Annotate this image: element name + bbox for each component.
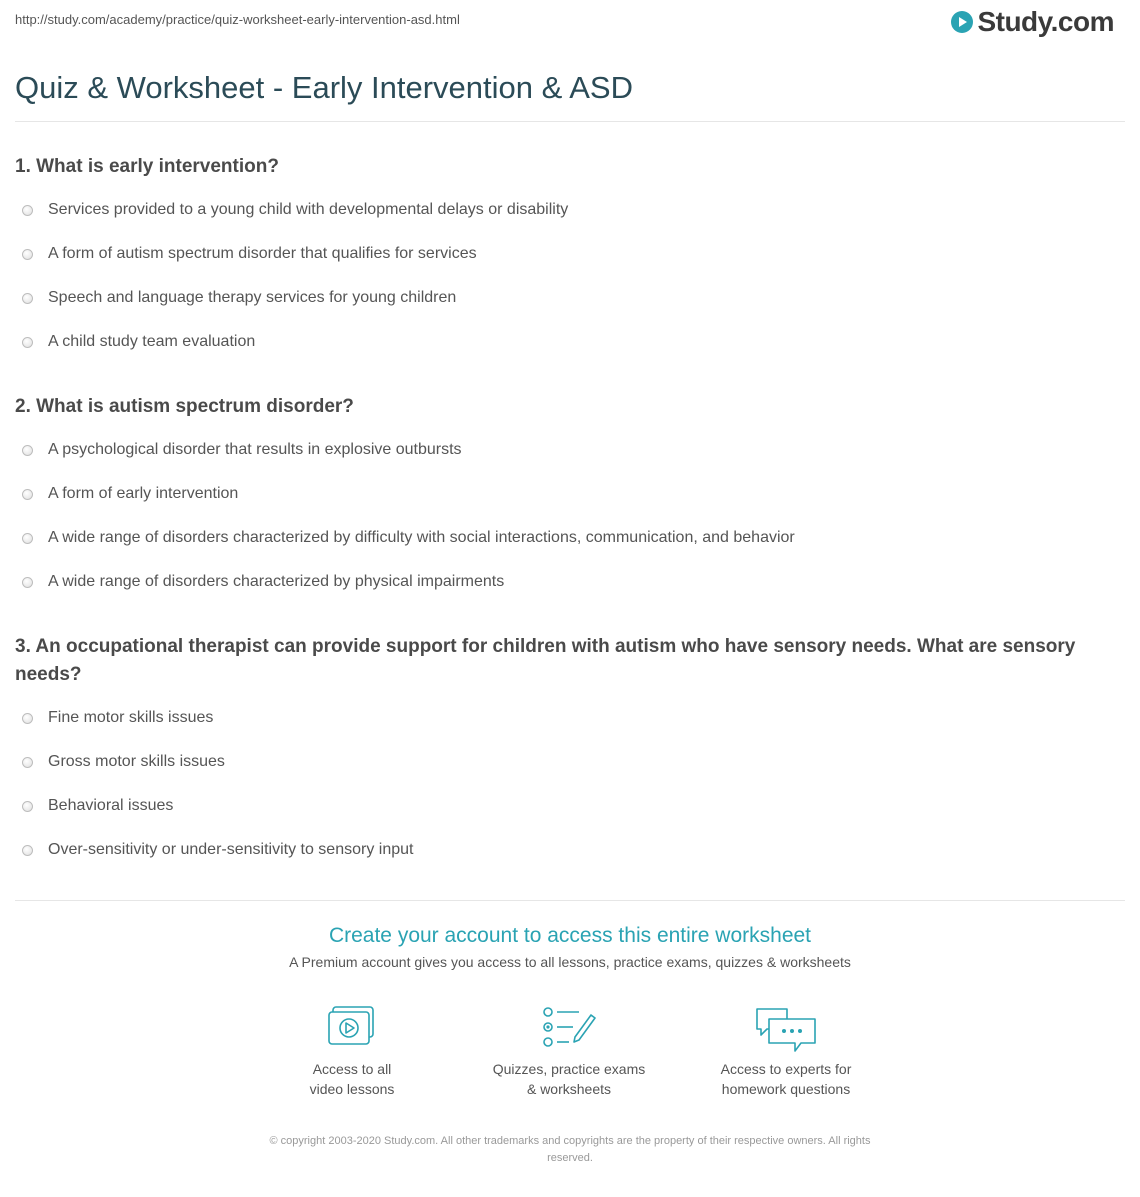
- answer-option[interactable]: [22, 244, 477, 264]
- radio-icon[interactable]: [22, 801, 33, 812]
- quiz-checklist-icon: [541, 1005, 597, 1049]
- answer-label: Speech and language therapy services for young children: [48, 289, 457, 306]
- cta-subtitle: A Premium account gives you access to all lessons, practice exams, quizzes & worksheets: [289, 954, 851, 970]
- feature-experts: [691, 1005, 881, 1099]
- answer-label: Gross motor skills issues: [48, 753, 225, 770]
- answer-label: A wide range of disorders characterized by physical impairments: [48, 573, 505, 590]
- answer-option[interactable]: [22, 752, 225, 772]
- feature-video-lessons: [257, 1005, 447, 1099]
- cta-divider: [15, 900, 1125, 901]
- radio-icon[interactable]: [22, 845, 33, 856]
- answer-label: A wide range of disorders characterized by difficulty with social interactions, communication, and behavior: [48, 529, 795, 546]
- radio-icon[interactable]: [22, 249, 33, 260]
- radio-icon[interactable]: [22, 713, 33, 724]
- radio-icon[interactable]: [22, 205, 33, 216]
- answer-option[interactable]: [22, 440, 462, 460]
- question-1: 1. What is early intervention?: [15, 156, 279, 177]
- question-2: 2. What is autism spectrum disorder?: [15, 396, 354, 417]
- question-3: 3. An occupational therapist can provide support for children with autism who have sensory needs. What are sensory needs?: [15, 636, 1076, 685]
- answer-label: Services provided to a young child with developmental delays or disability: [48, 201, 569, 218]
- video-lessons-icon: [325, 1005, 379, 1049]
- answer-label: A child study team evaluation: [48, 333, 256, 350]
- feature-quizzes: [474, 1005, 664, 1099]
- cta-title[interactable]: Create your account to access this entire worksheet: [328, 924, 812, 947]
- radio-icon[interactable]: [22, 577, 33, 588]
- radio-icon[interactable]: [22, 533, 33, 544]
- answer-label: A psychological disorder that results in explosive outbursts: [48, 441, 462, 458]
- answer-label: Behavioral issues: [48, 797, 174, 814]
- answer-label: A form of autism spectrum disorder that qualifies for services: [48, 245, 477, 262]
- play-circle-icon: [951, 11, 973, 33]
- answer-option[interactable]: [22, 200, 568, 220]
- feature-label: Access to experts for homework questions: [720, 1061, 852, 1097]
- chat-bubbles-icon: [753, 1005, 819, 1055]
- copyright-notice: © copyright 2003-2020 Study.com. All other trademarks and copyrights are the property of their respective owners. All rights reserved.: [269, 1135, 871, 1164]
- answer-option[interactable]: [22, 288, 456, 308]
- radio-icon[interactable]: [22, 337, 33, 348]
- feature-label: Access to all video lessons: [309, 1061, 395, 1097]
- answer-option[interactable]: [22, 484, 238, 504]
- answer-option[interactable]: [22, 572, 504, 592]
- radio-icon[interactable]: [22, 293, 33, 304]
- radio-icon[interactable]: [22, 757, 33, 768]
- title-divider: [15, 121, 1125, 122]
- answer-option[interactable]: [22, 796, 173, 816]
- page-title: Quiz & Worksheet - Early Intervention & ASD: [15, 70, 633, 105]
- answer-label: A form of early intervention: [48, 485, 239, 502]
- radio-icon[interactable]: [22, 489, 33, 500]
- logo-text: Study.com: [977, 6, 1114, 37]
- radio-icon[interactable]: [22, 445, 33, 456]
- answer-option[interactable]: [22, 840, 413, 860]
- answer-option[interactable]: [22, 332, 255, 352]
- answer-option[interactable]: [22, 528, 795, 548]
- answer-option[interactable]: [22, 708, 213, 728]
- feature-label: Quizzes, practice exams & worksheets: [492, 1061, 646, 1097]
- answer-label: Over-sensitivity or under-sensitivity to sensory input: [48, 841, 414, 858]
- page-url: http://study.com/academy/practice/quiz-worksheet-early-intervention-asd.html: [15, 12, 460, 27]
- answer-label: Fine motor skills issues: [48, 709, 214, 726]
- study-logo[interactable]: [951, 6, 1114, 38]
